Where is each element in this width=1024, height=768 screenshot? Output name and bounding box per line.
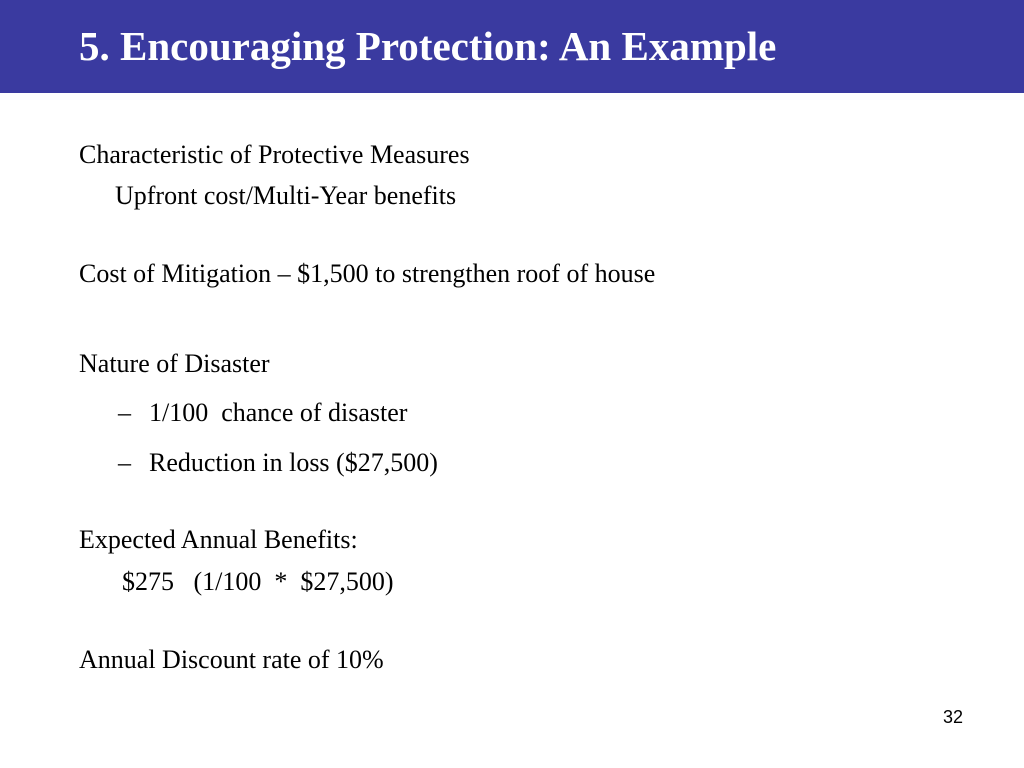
bullet-dash: – [118, 398, 131, 427]
characteristic-heading: Characteristic of Protective Measures [79, 140, 470, 169]
slide-title: 5. Encouraging Protection: An Example [79, 23, 777, 69]
cost-of-mitigation: Cost of Mitigation – $1,500 to strengthen roof of house [79, 259, 656, 288]
benefits-heading: Expected Annual Benefits: [79, 525, 358, 554]
list-item: 1/100 chance of disaster [149, 398, 408, 427]
list-item: Reduction in loss ($27,500) [149, 448, 438, 477]
discount-rate: Annual Discount rate of 10% [79, 645, 384, 674]
title-bar [0, 0, 1024, 93]
characteristic-detail: Upfront cost/Multi-Year benefits [115, 181, 457, 210]
benefits-detail: $275 (1/100 * $27,500) [122, 567, 394, 596]
page-number: 32 [942, 707, 963, 727]
nature-heading: Nature of Disaster [79, 349, 270, 378]
bullet-dash: – [118, 448, 131, 477]
